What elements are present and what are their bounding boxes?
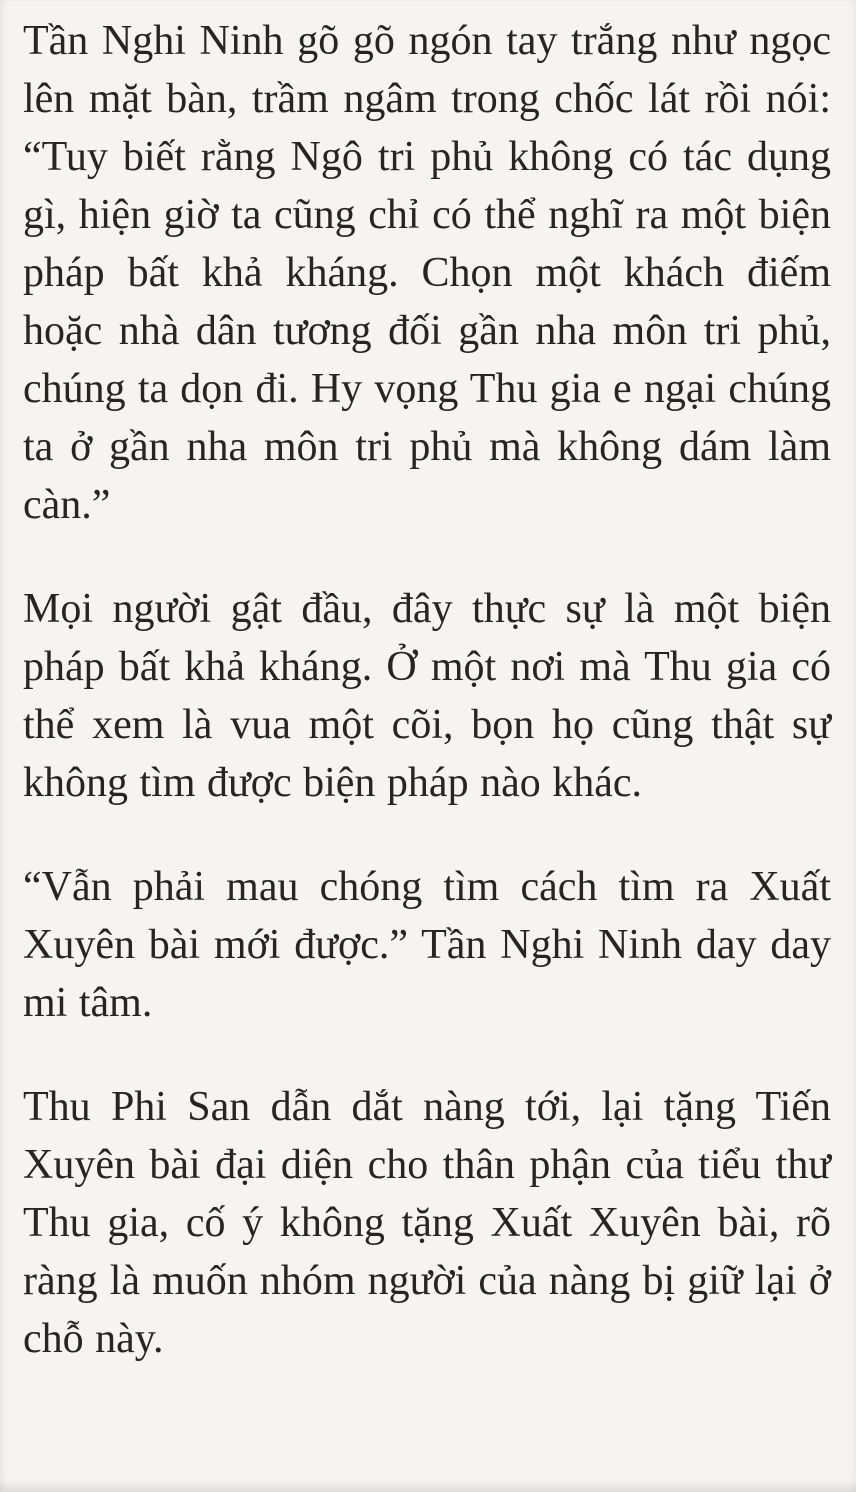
paragraph: Tần Nghi Ninh gõ gõ ngón tay trắng như ngọc lên mặt bàn, trầm ngâm trong chốc lát rồi nói: “Tuy biết rằng Ngô tri phủ không có tác dụng gì, hiện giờ ta cũng chỉ có thể nghĩ ra một biện pháp bất khả kháng. Chọn một khách điếm hoặc nhà dân tương đối gần nha môn tri phủ, chúng ta dọn đi. Hy vọng Thu gia e ngại chúng ta ở gần nha môn tri phủ mà không dám làm càn.” <box>23 18 831 528</box>
paragraph: “Vẫn phải mau chóng tìm cách tìm ra Xuất Xuyên bài mới được.” Tần Nghi Ninh day day mi tâm. <box>23 864 831 1026</box>
paragraph: Thu Phi San dẫn dắt nàng tới, lại tặng Tiến Xuyên bài đại diện cho thân phận của tiểu thư Thu gia, cố ý không tặng Xuất Xuyên bài, rõ ràng là muốn nhóm người của nàng bị giữ lại ở chỗ này. <box>23 1084 831 1362</box>
paragraph: Mọi người gật đầu, đây thực sự là một biện pháp bất khả kháng. Ở một nơi mà Thu gia có thể xem là vua một cõi, bọn họ cũng thật sự không tìm được biện pháp nào khác. <box>23 586 831 806</box>
